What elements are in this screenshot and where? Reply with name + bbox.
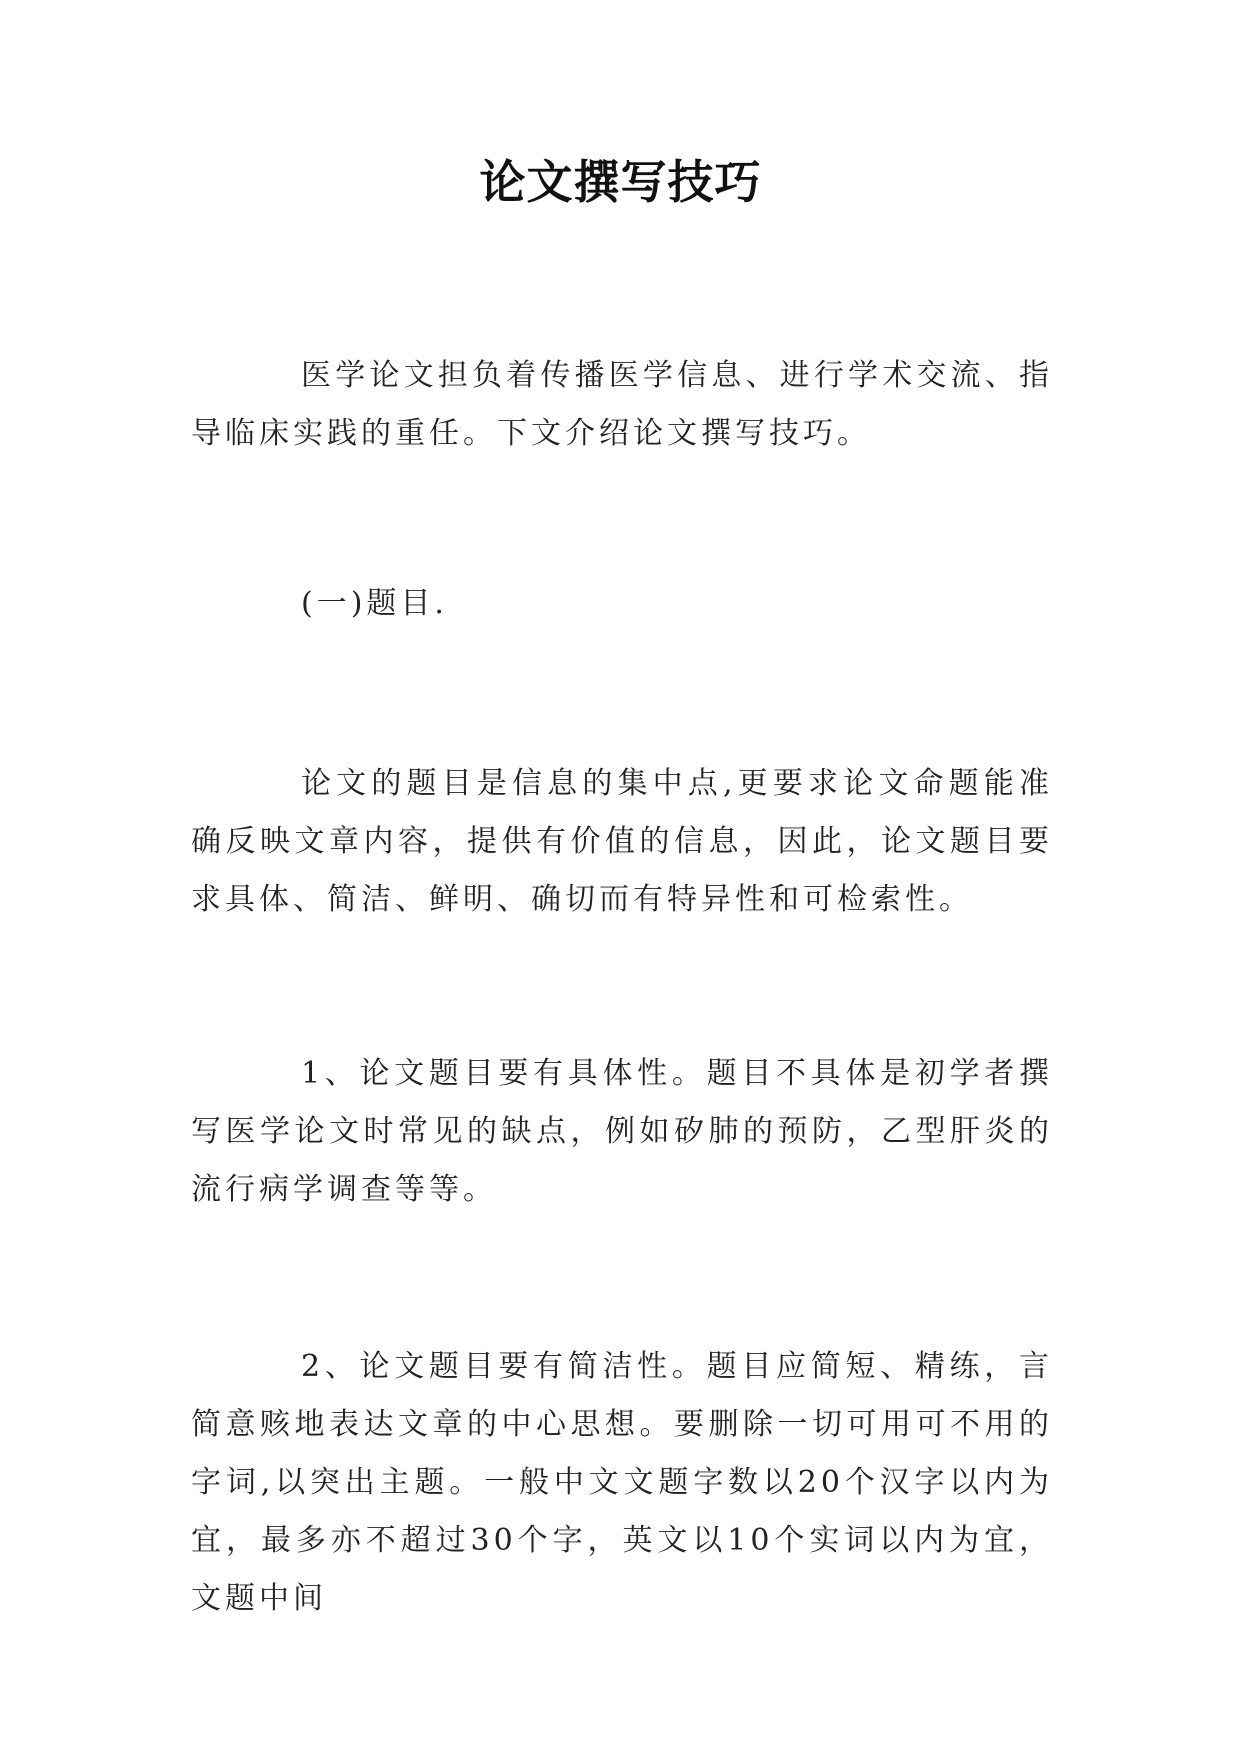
document-title: 论文撰写技巧 — [479, 155, 762, 209]
point-1-specificity-paragraph: 1、论文题目要有具体性。题目不具体是初学者撰写医学论文时常见的缺点，例如矽肺的预防，乙型肝炎的流行病学调查等等。 — [191, 1056, 1053, 1207]
section-heading-title: (一)题目. — [301, 586, 448, 621]
title-requirements-paragraph: 论文的题目是信息的集中点,更要求论文命题能准确反映文章内容，提供有价值的信息，因此，论文题目要求具体、简洁、鲜明、确切而有特异性和可检索性。 — [191, 766, 1053, 917]
intro-paragraph: 医学论文担负着传播医学信息、进行学术交流、指导临床实践的重任。下文介绍论文撰写技巧。 — [191, 358, 1053, 451]
point-2-conciseness-paragraph: 2、论文题目要有简洁性。题目应简短、精练，言简意赅地表达文章的中心思想。要删除一切可用可不用的字词,以突出主题。一般中文文题字数以20个汉字以内为宜，最多亦不超过30个字，英文以10个实词以内为宜，文题中间 — [191, 1349, 1053, 1616]
